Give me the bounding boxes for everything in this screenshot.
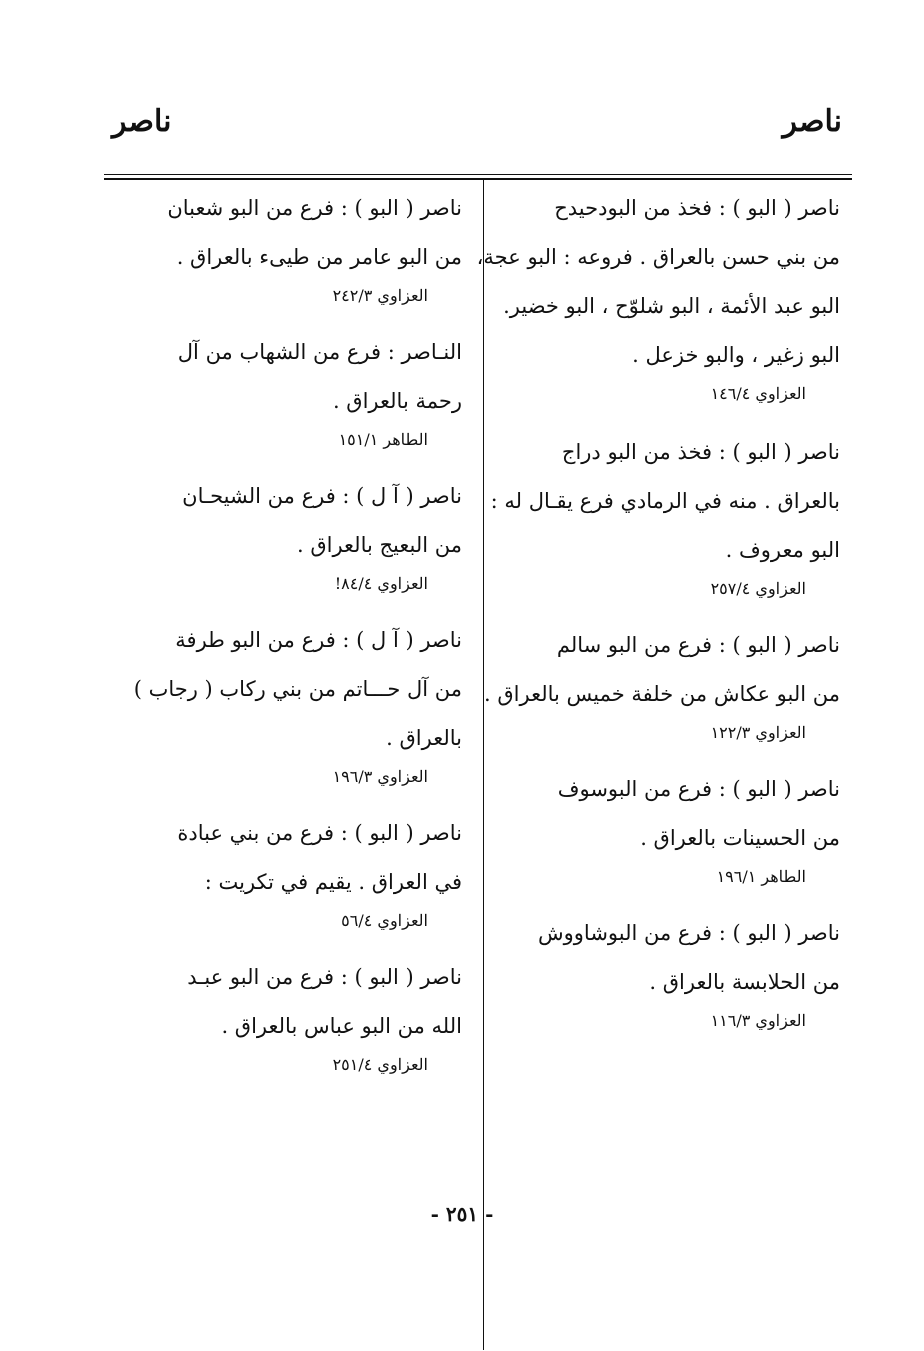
column-divider [483,180,484,1350]
header-rule [104,174,852,175]
entry [490,909,840,1035]
left-column [112,184,462,1097]
entry-line: ناصر ( آ ل ) : فرع من الشيحـان [182,484,462,508]
entry-source: العزاوي ١٢٢/٣ [710,723,806,742]
right-column [476,184,840,1053]
entry [490,428,840,603]
entry-line: من الحلابسة بالعراق . [649,970,840,994]
entry-line: في العراق . يقيم في تكريت : [204,870,462,894]
entry-source: العزاوي ٢٥٧/٤ [710,579,806,598]
entry [112,328,462,454]
entry-source: العزاوي ١١٦/٣ [710,1011,806,1030]
entry-line: من البو عكاش من خلفة خميس بالعراق . [484,682,840,706]
entry-line: ناصر ( البو ) : فخذ من البو دراج [561,440,840,464]
entry-source: الطاهر ١٥١/١ [338,430,428,449]
entry [112,472,462,598]
entry-line: ناصر ( البو ) : فرع من البو شعبان [167,196,462,220]
entry-line: البو عبد الأئمة ، البو شلوّح ، البو خضير. [503,294,840,318]
entry-line: ناصر ( البو ) : فرع من البو سالم [556,633,840,657]
entry-line: ناصر ( البو ) : فخذ من البودحيدح [554,196,840,220]
entry-line: من بني حسن بالعراق . فروعه : البو عجة، [476,245,840,269]
entry-source: العزاوي ٢٤٢/٣ [332,286,428,305]
entry [112,809,462,935]
entry [112,953,462,1079]
entry [484,621,840,747]
entry-line: ناصر ( البو ) : فرع من بني عبادة [177,821,462,845]
entry [476,184,840,408]
entry [112,184,462,310]
entry-line: البو زغير ، والبو خزعل . [632,343,840,367]
entry-line: البو معروف . [725,538,840,562]
entry-line: ناصر ( آ ل ) : فرع من البو طرفة [175,628,462,652]
entry-source: الطاهر ١٩٦/١ [716,867,806,886]
entry-line: ناصر ( البو ) : فرع من البو عبـد [187,965,462,989]
entry-source: العزاوي ١٩٦/٣ [332,767,428,786]
entry-source: العزاوي ٨٤/٤! [334,574,428,593]
entry-line: ناصر ( البو ) : فرع من البوسوف [557,777,840,801]
entry-line: من البو عامر من طيىء بالعراق . [176,245,462,269]
entry-source: العزاوي ٥٦/٤ [341,911,428,930]
entry-line: من آل حـــاتم من بني ركاب ( رجاب ) [133,677,462,701]
entry-line: بالعراق . منه في الرمادي فرع يقـال له : [490,489,840,513]
running-header-left: ناصر [112,104,172,139]
entry [490,765,840,891]
entry-source: العزاوي ١٤٦/٤ [710,384,806,403]
entry-line: رحمة بالعراق . [332,389,462,413]
entry-line: النـاصر : فرع من الشهاب من آل [177,340,462,364]
entry-source: العزاوي ٢٥١/٤ [332,1055,428,1074]
entry-line: من البعيج بالعراق . [296,533,462,557]
running-header-right: ناصر [782,104,842,139]
entry-line: بالعراق . [386,726,462,750]
header-rule-thick [104,178,852,180]
page-number: - ٢٥١ - [430,1202,494,1226]
entry-line: الله من البو عباس بالعراق . [221,1014,462,1038]
entry [112,616,462,791]
entry-line: من الحسينات بالعراق . [640,826,840,850]
entry-line: ناصر ( البو ) : فرع من البوشاووش [538,921,840,945]
